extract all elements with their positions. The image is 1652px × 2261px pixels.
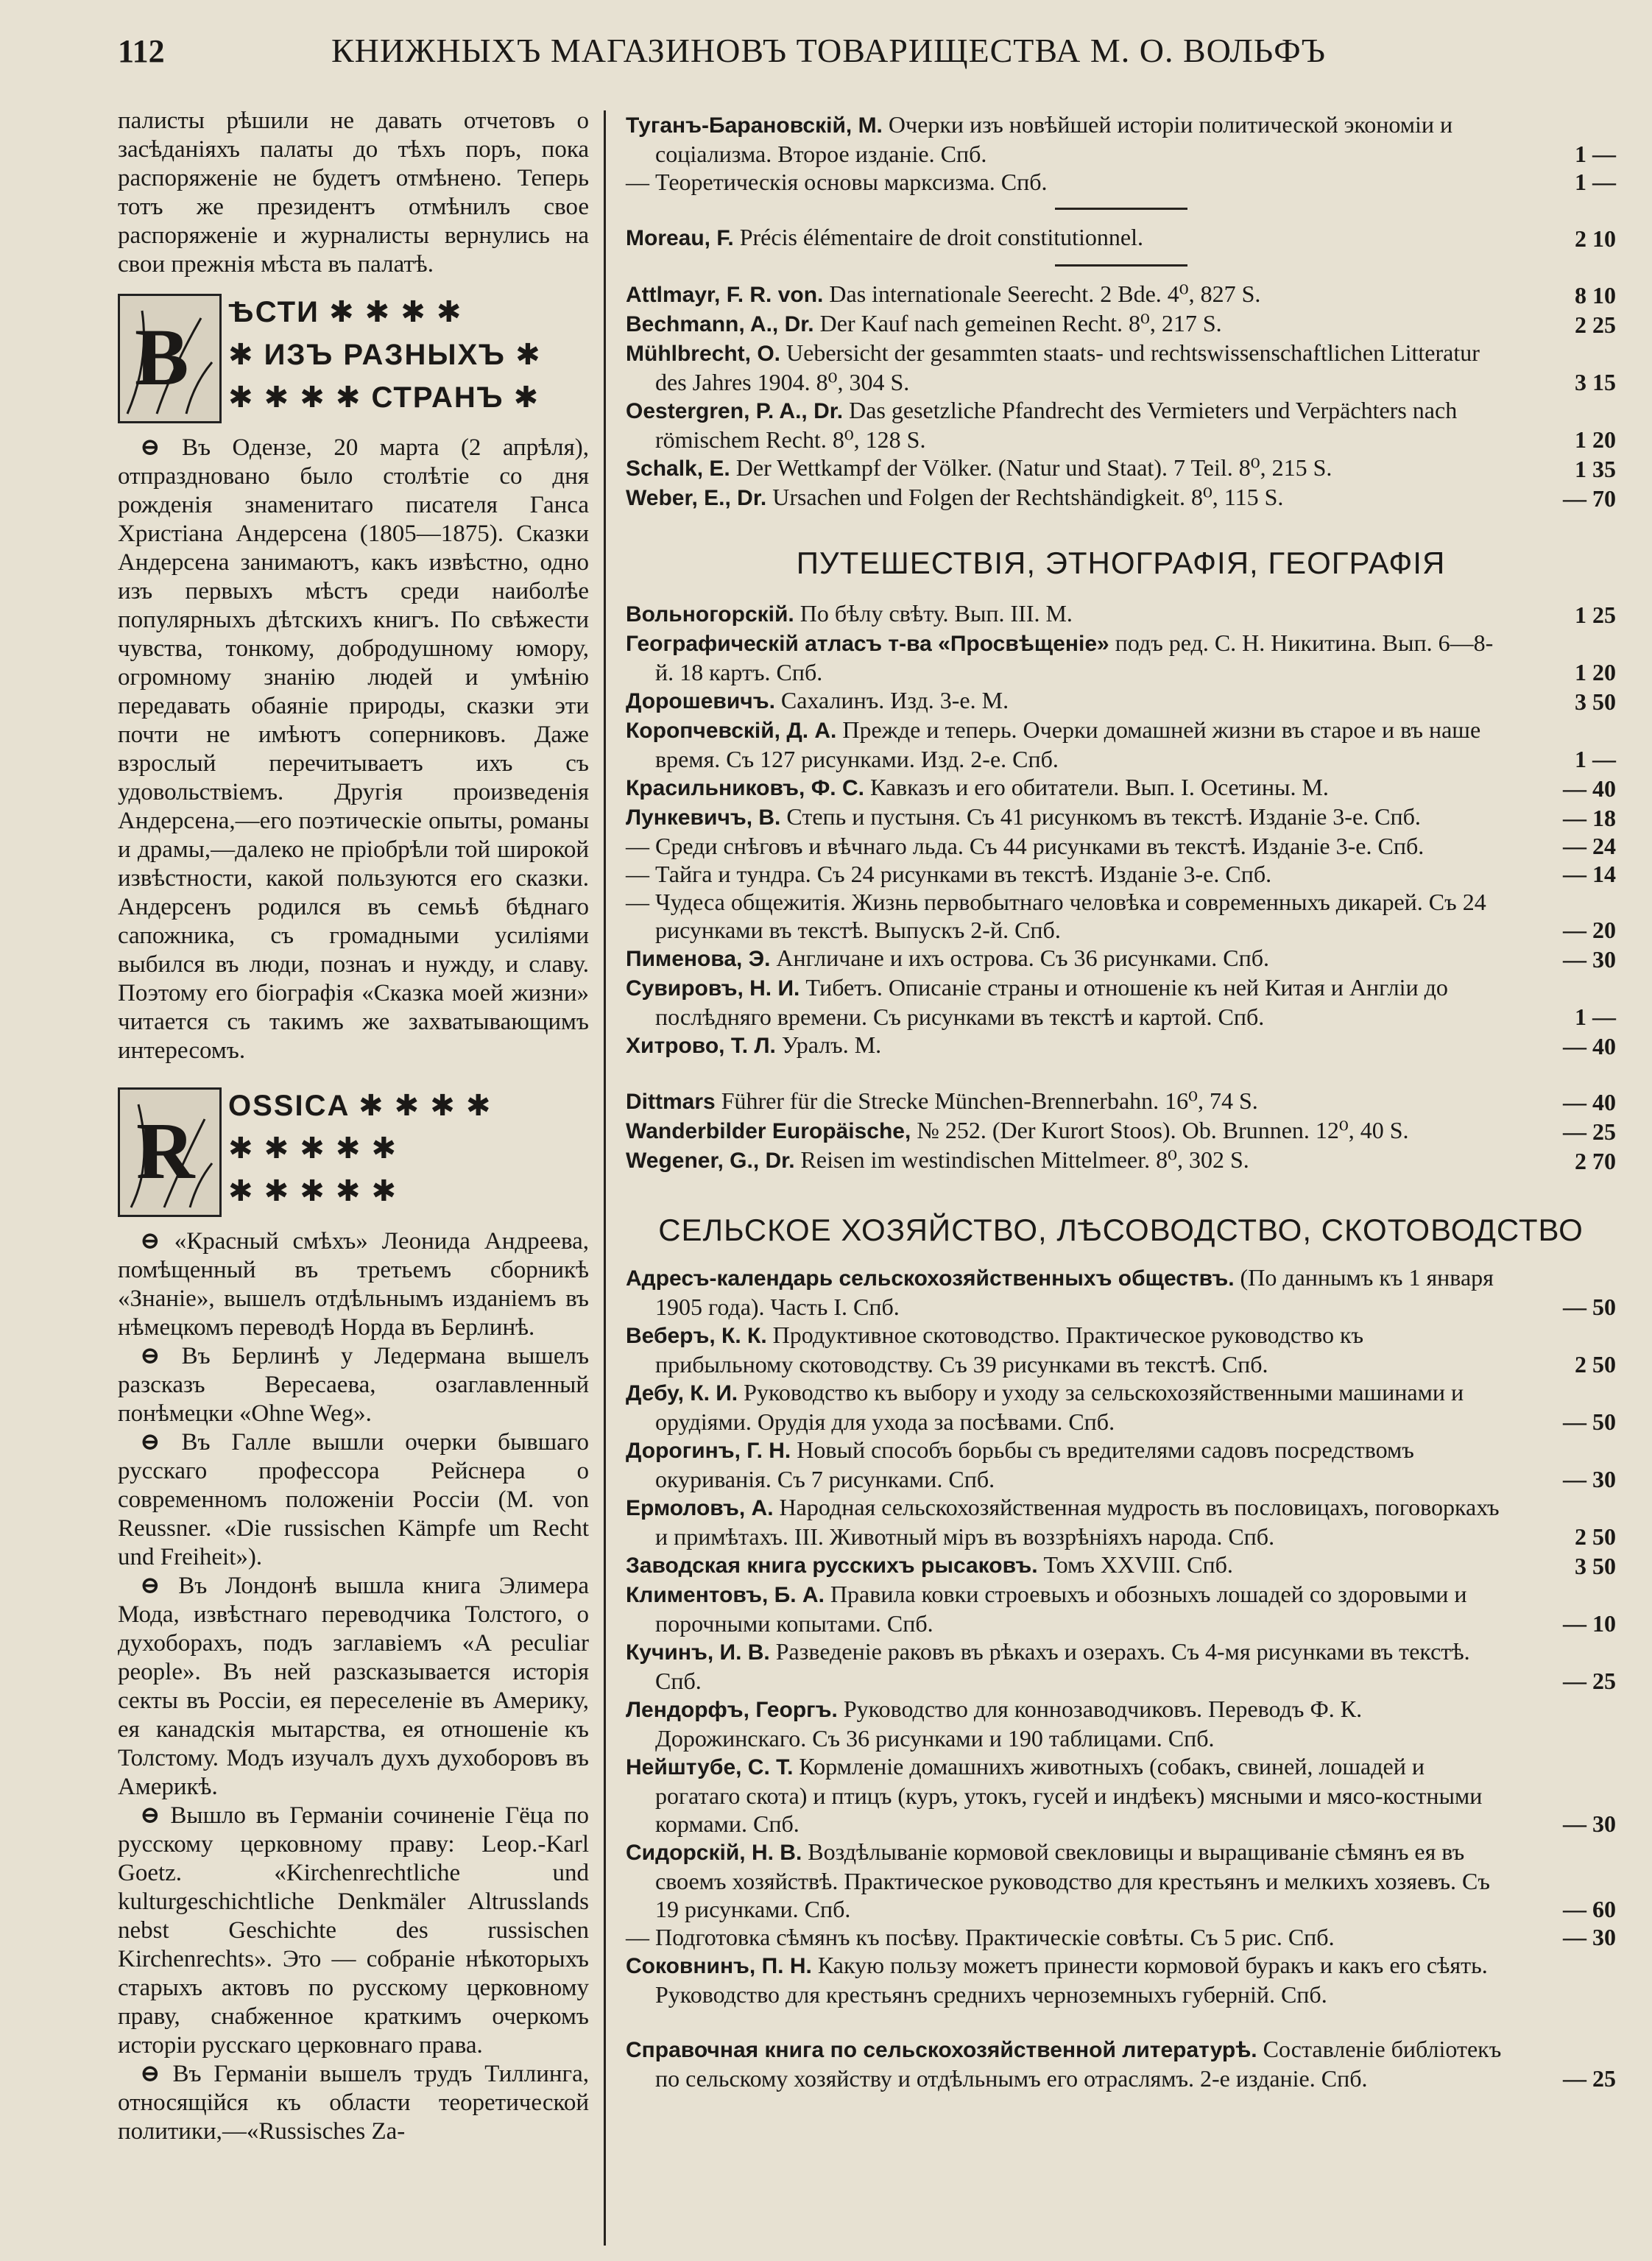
catalog-entry [626, 629, 1616, 686]
entry-title: Сахалинъ. Изд. 3-е. М. [780, 687, 1009, 713]
right-column [626, 110, 1616, 2092]
entry-title: Уралъ. М. [781, 1031, 882, 1058]
catalog-entry [626, 2035, 1616, 2092]
entry-title: (По даннымъ къ 1 января 1905 года). Часть I. Спб. [655, 1264, 1494, 1320]
rossica-item: ⊖ Въ Лондонѣ вышла книга Элимера Мода, извѣстнаго переводчика Толстого, о духоборахъ, подъ заглавіемъ «A peculiar people». Въ ней разсказывается исторія секты въ Россіи, ея переселеніе въ Америку, ея канадскія мытарства, ея отношеніе къ Толстому. Модъ изучалъ духъ духоборовъ въ Америкѣ. [118, 1572, 589, 1802]
catalog-entry [626, 888, 1616, 944]
entry-author: Лендорфъ, Георгъ. [626, 1698, 838, 1722]
entry-author: Красильниковъ, Ф. С. [626, 776, 864, 800]
entry-title: Правила ковки строевыхъ и обозныхъ лошадей со здоровыми и порочными копытами. Спб. [655, 1581, 1467, 1637]
entry-title: Руководство къ выбору и уходу за сельскохозяйственными машинами и орудіями. Орудія для ухода за посѣвами. Спб. [655, 1379, 1464, 1435]
entry-title: Кавказъ и его обитатели. Вып. I. Осетины. М. [869, 774, 1329, 800]
catalog-entry [626, 686, 1616, 716]
entry-price: — 18 [1563, 805, 1616, 831]
rossica-section-header [118, 1087, 589, 1220]
entry-price: 3 50 [1575, 688, 1616, 715]
entry-title: Тибетъ. Описаніе страны и отношеніе къ ней Китая и Англіи до послѣдняго времени. Съ рисунками въ текстѣ и картой. Спб. [655, 974, 1448, 1030]
entry-price: — 40 [1563, 1033, 1616, 1059]
entry-price: — 60 [1563, 1896, 1616, 1922]
entry-author: Климентовъ, Б. А. [626, 1583, 825, 1607]
entry-price: — 25 [1563, 1668, 1616, 1694]
entry-price: 2 50 [1575, 1523, 1616, 1550]
entry-title: Précis élémentaire de droit constitutionnel. [739, 224, 1143, 250]
short-rule [1055, 208, 1187, 210]
entry-price: — 25 [1563, 2065, 1616, 2092]
catalog-entry [626, 1695, 1616, 1752]
intro-paragraph: палисты рѣшили не давать отчетовъ о засѣданіяхъ палаты до тѣхъ поръ, пока распоряженіе не будетъ отмѣнено. Теперь тотъ же президентъ отмѣнилъ свое распоряженіе и журналисты вернулись на свои прежнія мѣста въ палатѣ. [118, 107, 589, 278]
entry-title: Новый способъ борьбы съ вредителями садовъ посредствомъ окуриванія. Съ 7 рисунками. Спб. [655, 1436, 1414, 1492]
entry-author: Заводская книга русскихъ рысаковъ. [626, 1553, 1038, 1578]
catalog-entry [626, 1493, 1616, 1551]
catalog-entry [626, 1951, 1616, 2008]
catalog-entry [626, 803, 1616, 832]
section-title-line-3: ✱ ✱ ✱ ✱ СТРАНЪ ✱ [228, 381, 540, 414]
entry-price: 2 10 [1575, 225, 1616, 252]
entry-title: Das internationale Seerecht. 2 Bde. 4⁰, 827 S. [829, 281, 1261, 307]
entry-author: Хитрово, Т. Л. [626, 1034, 776, 1058]
catalog-entry [626, 309, 1616, 339]
entry-title: Степь и пустыня. Съ 41 рисункомъ въ текстѣ. Изданіе 3-е. Спб. [786, 803, 1421, 830]
entry-author: Справочная книга по сельскохозяйственной литературѣ. [626, 2038, 1257, 2062]
entry-title: № 252. (Der Kurort Stoos). Ob. Brunnen. 12⁰, 40 S. [917, 1117, 1409, 1143]
entry-price: 3 50 [1575, 1553, 1616, 1579]
entry-author: Сувировъ, Н. И. [626, 976, 800, 1001]
rossica-item: ⊖ «Красный смѣхъ» Леонида Андреева, помѣщенный въ третьемъ сборникѣ «Знаніе», вышелъ отдѣльнымъ изданіемъ въ нѣмецкомъ переводѣ Норда въ Берлинѣ. [118, 1227, 589, 1342]
entry-title: — Теоретическія основы марксизма. Спб. [626, 169, 1048, 195]
entry-author: Лункевичъ, В. [626, 805, 781, 830]
short-rule [1055, 264, 1187, 267]
entry-price: 1 — [1575, 746, 1616, 772]
entry-title: Очерки изъ новѣйшей исторіи политической экономіи и соціализма. Второе изданіе. Спб. [655, 111, 1453, 167]
entry-price: — 14 [1563, 861, 1616, 887]
catalog-group [626, 599, 1616, 1060]
entry-title: Разведеніе раковъ въ рѣкахъ и озерахъ. Съ 4-мя рисунками въ текстѣ. Спб. [655, 1638, 1470, 1694]
entry-price: 1 — [1575, 1003, 1616, 1030]
rossica-item: ⊖ Въ Галле вышли очерки бывшаго русскаго профессора Рейснера о современномъ положеніи Россіи (M. von Reussner. «Die russischen Kämpfe um Recht und Freiheit»). [118, 1428, 589, 1572]
entry-author: Соковнинъ, П. Н. [626, 1954, 812, 1978]
entry-title: Составленіе библіотекъ по сельскому хозяйству и отдѣльнымъ его отраслямъ. 2-е изданіе. Спб. [655, 2036, 1502, 2092]
entry-title: — Среди снѣговъ и вѣчнаго льда. Съ 44 рисунками въ текстѣ. Изданіе 3-е. Спб. [626, 833, 1425, 859]
entry-title: Прежде и теперь. Очерки домашней жизни въ старое и въ наше время. Съ 127 рисунками. Изд. 2-е. Спб. [655, 716, 1481, 772]
catalog-entry [626, 339, 1616, 396]
entry-author: Туганъ-Барановскій, М. [626, 113, 883, 138]
catalog-entry [626, 973, 1616, 1031]
catalog-entry [626, 168, 1616, 196]
catalog-group [626, 1263, 1616, 2008]
ornamental-initial-icon [118, 294, 222, 423]
entry-price: — 70 [1563, 485, 1616, 512]
section-title-line-3: ✱ ✱ ✱ ✱ ✱ [228, 1175, 398, 1207]
entry-author: Wanderbilder Europäische, [626, 1119, 911, 1143]
entry-title: Der Wettkampf der Völker. (Natur und Staat). 7 Teil. 8⁰, 215 S. [735, 454, 1332, 481]
catalog-group [626, 1087, 1616, 1175]
catalog-entry [626, 1116, 1616, 1146]
catalog-entry [626, 1263, 1616, 1321]
entry-author: Bechmann, A., Dr. [626, 312, 814, 336]
entry-author: Oestergren, P. A., Dr. [626, 399, 844, 423]
entry-price: — 24 [1563, 833, 1616, 859]
catalog-entry [626, 223, 1616, 253]
entry-title: — Подготовка сѣмянъ къ посѣву. Практическіе совѣты. Съ 5 рис. Спб. [626, 1924, 1335, 1950]
entry-author: Schalk, E. [626, 456, 730, 481]
catalog-entry [626, 396, 1616, 454]
entry-price: 2 25 [1575, 311, 1616, 338]
entry-author: Mühlbrecht, O. [626, 342, 780, 366]
entry-price: — 40 [1563, 1089, 1616, 1115]
catalog-entry [626, 1637, 1616, 1695]
catalog-entry [626, 1923, 1616, 1951]
svg-text:R: R [136, 1106, 195, 1196]
entry-author: Кучинъ, И. В. [626, 1640, 770, 1665]
entry-title: Руководство для коннозаводчиковъ. Переводъ Ф. К. Дорожинскаго. Съ 36 рисунками и 190 таблицами. Спб. [655, 1696, 1363, 1752]
entry-price: 1 — [1575, 169, 1616, 195]
entry-price: — 40 [1563, 775, 1616, 802]
entry-price: 1 25 [1575, 602, 1616, 628]
catalog-entry [626, 1031, 1616, 1060]
entry-price: 1 — [1575, 141, 1616, 167]
entry-price: 8 10 [1575, 282, 1616, 308]
entry-price: — 25 [1563, 1118, 1616, 1145]
catalog-entry [626, 454, 1616, 483]
entry-author: Пименова, Э. [626, 947, 771, 971]
entry-price: 1 35 [1575, 456, 1616, 482]
left-column [118, 107, 589, 2146]
section-title-line-1: OSSICA ✱ ✱ ✱ ✱ [228, 1090, 493, 1122]
entry-title: Ursachen und Folgen der Rechtshändigkeit. 8⁰, 115 S. [772, 484, 1284, 510]
entry-price: 1 20 [1575, 426, 1616, 453]
catalog-entry [626, 1838, 1616, 1923]
entry-price: — 30 [1563, 1466, 1616, 1492]
ornamental-initial-icon [118, 1087, 222, 1217]
entry-author: Dittmars [626, 1090, 716, 1114]
entry-author: Дорошевичъ. [626, 689, 775, 713]
catalog-entry [626, 280, 1616, 309]
entry-title: Народная сельскохозяйственная мудрость въ пословицахъ, поговоркахъ и примѣтахъ. III. Животный міръ въ воззрѣніяхъ народа. Спб. [655, 1494, 1500, 1550]
entry-title: — Чудеса общежитія. Жизнь первобытнаго человѣка и современныхъ дикарей. Съ 24 рисунками въ текстѣ. Выпускъ 2-й. Спб. [626, 889, 1486, 943]
entry-title: — Тайга и тундра. Съ 24 рисунками въ текстѣ. Изданіе 3-е. Спб. [626, 861, 1272, 887]
catalog-entry [626, 1551, 1616, 1580]
catalog-entry [626, 110, 1616, 168]
catalog-entry [626, 1087, 1616, 1116]
entry-title: Führer für die Strecke München-Brennerbahn. 16⁰, 74 S. [721, 1087, 1258, 1114]
entry-author: Moreau, F. [626, 226, 734, 250]
catalog-group [626, 223, 1616, 253]
entry-title: Какую пользу можетъ принести кормовой буракъ и какъ его сѣять. Руководство для крестьянъ среднихъ черноземныхъ губерній. Спб. [655, 1952, 1488, 2008]
entry-title: Воздѣлываніе кормовой свекловицы и выращиваніе сѣмянъ ея въ своемъ хозяйствѣ. Практическое руководство для крестьянъ и мелкихъ хозяевъ. Съ 19 рисунками. Спб. [655, 1838, 1490, 1922]
catalog-group [626, 280, 1616, 512]
rossica-item: ⊖ Вышло въ Германіи сочиненіе Гёца по русскому церковному праву: Leop.-Karl Goetz. «Kirchenrechtliche und kulturgeschichtliche Denkmäler Altrusslands nebst Geschichte des russischen Kirchenrechts». Это — собраніе нѣкоторыхъ старыхъ актовъ по русскому церковному праву, снабженное краткимъ очеркомъ исторіи русскаго церковнаго права. [118, 1802, 589, 2060]
news-section-header [118, 294, 589, 426]
svg-text:В: В [135, 312, 189, 402]
spacer [626, 2008, 1616, 2035]
entry-title: Uebersicht der gesammten staats- und rechtswissenschaftlichen Litteratur des Jahres 1904. 8⁰, 304 S. [655, 339, 1480, 395]
entry-author: Сидорскій, Н. В. [626, 1841, 802, 1865]
catalog-entry [626, 1146, 1616, 1175]
andersen-paragraph: ⊖ Въ Одензе, 20 марта (2 апрѣля), отпраздновано было столѣтіе со дня рожденія знаменитаго писателя Ганса Христіана Андерсена (1805—1875). Сказки Андерсена занимаютъ, какъ извѣстно, одно изъ первыхъ мѣстъ среди наиболѣе популярныхъ дѣтскихъ книгъ. По свѣжести чувства, тонкому, добродушному юмору, огромному знанію людей и умѣнію передавать обаяніе природы, сказки эти почти не имѣютъ соперниковъ. Даже взрослый перечитываетъ ихъ съ удовольствіемъ. Другія произведенія Андерсена,—его поэтическіе опыты, романы и драмы,—далеко не пріобрѣли той широкой извѣстности, какой пользуются его сказки. Андерсенъ родился въ семьѣ бѣднаго сапожника, съ громадными усиліями выбился въ люди, познаъ и нужду, и славу. Поэтому его біографія «Сказка моей жизни» читается съ такимъ же захватывающимъ интересомъ. [118, 434, 589, 1065]
column-divider [604, 110, 606, 2246]
page-header [118, 28, 1608, 80]
entry-price: — 30 [1563, 946, 1616, 973]
rossica-item: ⊖ Въ Берлинѣ у Ледермана вышелъ разсказъ Вересаева, озаглавленный понѣмецки «Ohne Weg». [118, 1342, 589, 1428]
entry-author: Веберъ, К. К. [626, 1324, 767, 1348]
entry-author: Attlmayr, F. R. von. [626, 283, 824, 307]
catalog-entry [626, 1580, 1616, 1637]
catalog-entry [626, 599, 1616, 629]
entry-price: 2 50 [1575, 1351, 1616, 1378]
entry-price: — 10 [1563, 1610, 1616, 1637]
travel-section-heading: ПУТЕШЕСТВІЯ, ЭТНОГРАФІЯ, ГЕОГРАФІЯ [796, 546, 1446, 580]
entry-author: Wegener, G., Dr. [626, 1149, 795, 1173]
entry-title: Томъ XXVIII. Спб. [1043, 1551, 1233, 1578]
entry-title: Der Kauf nach gemeinen Recht. 8⁰, 217 S. [819, 310, 1222, 336]
catalog-entry [626, 1436, 1616, 1493]
spacer [626, 1060, 1616, 1087]
running-title: КНИЖНЫХЪ МАГАЗИНОВЪ ТОВАРИЩЕСТВА М. О. ВОЛЬФЪ [331, 32, 1327, 69]
agriculture-section-heading: СЕЛЬСКОЕ ХОЗЯЙСТВО, ЛѢСОВОДСТВО, СКОТОВОДСТВО [658, 1213, 1584, 1247]
rossica-item: ⊖ Въ Германіи вышелъ трудъ Тиллинга, относящійся къ области теоретической политики,—«Russisches Za- [118, 2060, 589, 2146]
entry-title: Англичане и ихъ острова. Съ 36 рисунками. Спб. [776, 945, 1270, 971]
section-title-line-1: ѢСТИ ✱ ✱ ✱ ✱ [228, 296, 463, 328]
catalog-group [626, 110, 1616, 196]
entry-author: Географическій атласъ т-ва «Просвѣщеніе» [626, 632, 1109, 656]
entry-price: 3 15 [1575, 369, 1616, 395]
entry-author: Ермоловъ, А. [626, 1496, 774, 1520]
entry-author: Коропчевскій, Д. А. [626, 719, 837, 743]
entry-price: — 50 [1563, 1294, 1616, 1320]
catalog-entry [626, 1378, 1616, 1436]
entry-title: По бѣлу свѣту. Вып. III. М. [799, 600, 1073, 627]
entry-price: — 30 [1563, 1924, 1616, 1950]
entry-author: Дорогинъ, Г. Н. [626, 1439, 791, 1463]
entry-author: Дебу, К. И. [626, 1381, 738, 1405]
entry-title: подъ ред. С. Н. Никитина. Вып. 6—8-й. 18 картъ. Спб. [655, 629, 1494, 685]
catalog-entry [626, 944, 1616, 973]
section-title-line-2: ✱ ✱ ✱ ✱ ✱ [228, 1132, 398, 1165]
entry-author: Вольногорскій. [626, 602, 794, 627]
entry-author: Нейштубе, С. Т. [626, 1755, 794, 1779]
catalog-entry [626, 860, 1616, 888]
entry-author: Weber, E., Dr. [626, 486, 767, 510]
catalog-entry [626, 716, 1616, 773]
entry-price: — 30 [1563, 1810, 1616, 1837]
entry-price: — 50 [1563, 1408, 1616, 1435]
entry-title: Reisen im westindischen Mittelmeer. 8⁰, 302 S. [800, 1146, 1249, 1173]
entry-title: Das gesetzliche Pfandrecht des Vermieters und Verpächters nach römischem Recht. 8⁰, 128 S. [655, 397, 1458, 453]
catalog-entry [626, 1752, 1616, 1838]
entry-price: 1 20 [1575, 659, 1616, 685]
catalog-entry [626, 483, 1616, 512]
page-number: 112 [118, 33, 165, 69]
entry-price: 2 70 [1575, 1148, 1616, 1174]
catalog-entry [626, 773, 1616, 803]
catalog-group [626, 2035, 1616, 2092]
catalog-entry [626, 832, 1616, 860]
catalog-entry [626, 1321, 1616, 1378]
entry-author: Адресъ-календарь сельскохозяйственныхъ обществъ. [626, 1266, 1235, 1291]
entry-title: Кормленіе домашнихъ животныхъ (собакъ, свиней, лошадей и рогатаго скота) и птицъ (куръ, утокъ, гусей и индѣекъ) мясными и мясо-костными кормами. Спб. [655, 1753, 1483, 1837]
section-title-line-2: ✱ ИЗЪ РАЗНЫХЪ ✱ [228, 339, 542, 371]
entry-price: — 20 [1563, 917, 1616, 943]
entry-title: Продуктивное скотоводство. Практическое руководство къ прибыльному скотоводству. Съ 39 рисунками въ текстѣ. Спб. [655, 1322, 1364, 1378]
